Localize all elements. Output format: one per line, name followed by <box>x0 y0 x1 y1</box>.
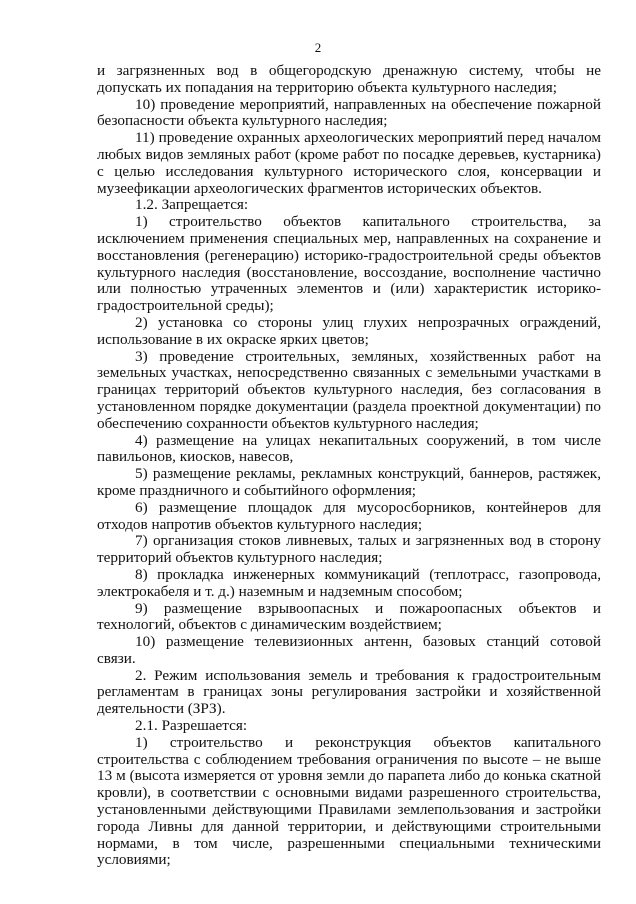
section-heading-1-2: 1.2. Запрещается: <box>135 196 249 214</box>
prohibited-item-8: 8) прокладка инженерных коммуникаций (теплотрасс, газопровода, электрокабеля и т. д.) наземным и надземным способом; <box>97 565 601 600</box>
prohibited-item-5: 5) размещение рекламы, рекламных конструкций, баннеров, растяжек, кроме праздничного и событийного оформления; <box>97 465 601 499</box>
prohibited-item-1: 1) строительство объектов капитального строительства, за исключением применения специальных мер, направленных на сохранение и восстановления (регенерацию) историко-градостроительной среды объектов культурного наследия (восстановление, воссоздание, восполнение частично или полностью утраченных элементов и (или) характеристик историко-градостроительной среды); <box>97 213 601 315</box>
prohibited-item-3: 3) проведение строительных, земляных, хозяйственных работ на земельных участках, непосредственно связанных с земельными участками в границах территорий объектов культурного наследия, без согласования в установленном порядке документации (раздела проектной документации) по обеспечению сохранности объектов культурного наследия; <box>97 347 601 432</box>
page-number: 2 <box>314 40 322 55</box>
paragraph-item-11: 11) проведение охранных археологических мероприятий перед началом любых видов земляных работ (кроме работ по посадке деревьев, кустарника) с целью исследования культурного исторического слоя, консервации и музеефикации археологических фрагментов исторических объектов. <box>97 129 601 197</box>
paragraph-continuation: и загрязненных вод в общегородскую дренажную систему, чтобы не допускать их попадания на территорию объекта культурного наследия; <box>97 62 601 96</box>
section-heading-2: 2. Режим использования земель и требования к градостроительным регламентам в границах зоны регулирования застройки и хозяйственной деятельности (ЗРЗ). <box>97 666 601 718</box>
prohibited-item-6: 6) размещение площадок для мусоросборников, контейнеров для отходов напротив объектов культурного наследия; <box>97 498 601 533</box>
prohibited-item-10: 10) размещение телевизионных антенн, базовых станций сотовой связи. <box>97 633 601 667</box>
permitted-item-1: 1) строительство и реконструкция объектов капитального строительства с соблюдением требования ограничения по высоте – не выше 13 м (высота измеряется от уровня земли до парапета либо до конька скатной кровли), в соответствии с основными видами разрешенного строительства, установленными действующими Правилами землепользования и застройки города Ливны для данной территории, и действующими строительными нормами, в том числе, разрешенными специальными техническими условиями; <box>97 733 601 869</box>
document-body <box>97 63 601 869</box>
prohibited-item-2: 2) установка со стороны улиц глухих непрозрачных ограждений, использование в их окраске ярких цветов; <box>97 313 601 348</box>
prohibited-item-9: 9) размещение взрывоопасных и пожароопасных объектов и технологий, объектов с динамическим воздействием; <box>97 599 601 634</box>
prohibited-item-4: 4) размещение на улицах некапитальных сооружений, в том числе павильонов, киосков, навесов, <box>97 431 601 466</box>
prohibited-item-7: 7) организация стоков ливневых, талых и загрязненных вод в сторону территорий объектов культурного наследия; <box>97 532 601 567</box>
section-heading-2-1: 2.1. Разрешается: <box>135 717 248 735</box>
paragraph-item-10: 10) проведение мероприятий, направленных на обеспечение пожарной безопасности объекта культурного наследия; <box>97 95 601 130</box>
